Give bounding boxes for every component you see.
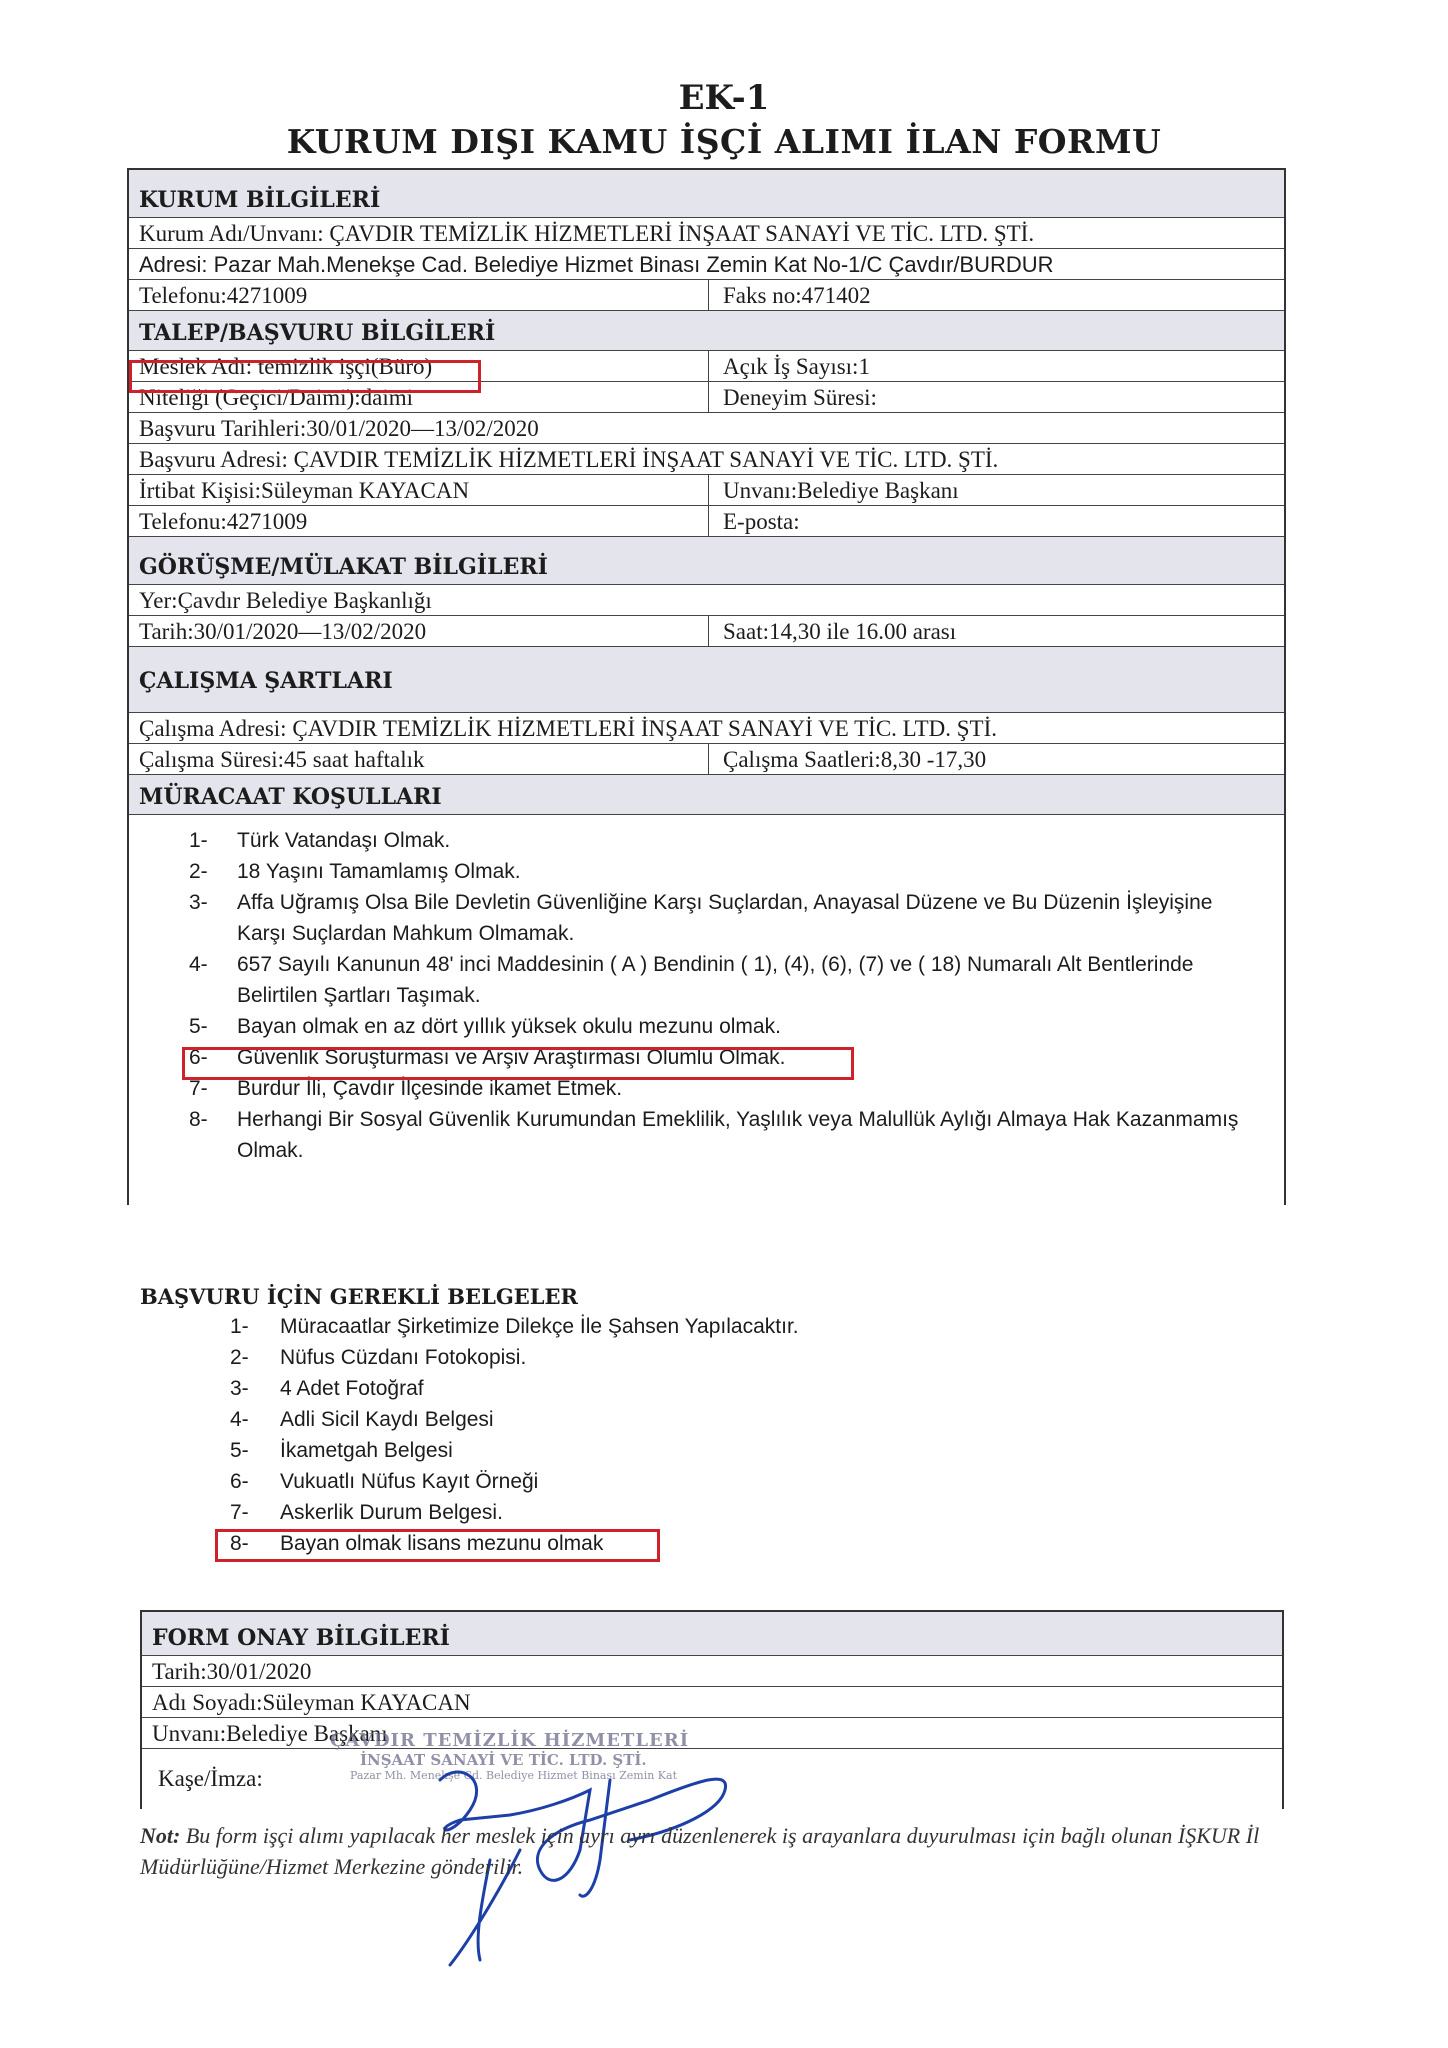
gorusme-header: GÖRÜŞME/MÜLAKAT BİLGİLERİ <box>129 537 1284 585</box>
list-item: 8- Herhangi Bir Sosyal Güvenlik Kurumundan Emeklilik, Yaşlılık veya Malullük Aylığı Almaya Hak Kazanmamış Olmak. <box>189 1108 1239 1162</box>
calisma-suresi: Çalışma Süresi:45 saat haftalık <box>129 744 709 774</box>
muracaat-header: MÜRACAAT KOŞULLARI <box>129 775 1284 815</box>
form-label: EK-1 <box>678 78 770 118</box>
onay-header: FORM ONAY BİLGİLERİ <box>142 1612 1282 1656</box>
calisma-saatleri: Çalışma Saatleri:8,30 -17,30 <box>723 747 987 772</box>
irtibat-unvan: Unvanı:Belediye Başkanı <box>723 478 959 503</box>
meslek-adi: Meslek Adı: temizlik işçi(Büro) <box>129 351 709 381</box>
kurum-phone: Telefonu:4271009 <box>129 280 709 310</box>
list-item: 1- Müracaatlar Şirketimize Dilekçe İle Şahsen Yapılacaktır. <box>230 1315 799 1338</box>
list-item: 4- 657 Sayılı Kanunun 48' inci Maddesinin ( A ) Bendinin ( 1), (4), (6), (7) ve ( 18) Numaralı Alt Bentlerinde Belirtilen Şartları Taşımak. <box>189 953 1194 1007</box>
niteligi: Niteliği (Geçici/Daimi):daimi <box>129 382 709 412</box>
belgeler-header: BAŞVURU İÇİN GEREKLİ BELGELER <box>140 1284 578 1309</box>
list-item: 2- 18 Yaşını Tamamlamış Olmak. <box>189 860 521 883</box>
conditions-list <box>189 825 1249 1166</box>
kurum-fax: Faks no:471402 <box>723 283 871 308</box>
kurum-name: Kurum Adı/Unvanı: ÇAVDIR TEMİZLİK HİZMETLERİ İNŞAAT SANAYİ VE TİC. LTD. ŞTİ. <box>139 221 1035 246</box>
kurum-address: Adresi: Pazar Mah.Menekşe Cad. Belediye Hizmet Binası Zemin Kat No-1/C Çavdır/BURDUR <box>139 252 1054 277</box>
list-item-highlighted: 8- Bayan olmak lisans mezunu olmak <box>230 1532 604 1555</box>
acik-is-sayisi: Açık İş Sayısı:1 <box>723 354 870 379</box>
list-item: 3- 4 Adet Fotoğraf <box>230 1377 424 1400</box>
highlight-meslek <box>129 360 481 393</box>
onay-tarih: Tarih:30/01/2020 <box>152 1659 312 1684</box>
list-item: 7- Askerlik Durum Belgesi. <box>230 1501 503 1524</box>
irtibat-kisisi: İrtibat Kişisi:Süleyman KAYACAN <box>129 475 709 505</box>
kurum-header: KURUM BİLGİLERİ <box>129 170 1284 218</box>
talep-eposta: E-posta: <box>723 509 800 534</box>
onay-unvan: Unvanı:Belediye Başkanı <box>152 1721 388 1746</box>
list-item: 4- Adli Sicil Kaydı Belgesi <box>230 1408 494 1431</box>
list-item: 3- Affa Uğramış Olsa Bile Devletin Güvenliğine Karşı Suçlardan, Anayasal Düzene ve Bu Düzenin İşleyişine Karşı Suçlardan Mahkum Olmamak. <box>189 891 1213 945</box>
list-item: 5- İkametgah Belgesi <box>230 1439 453 1462</box>
documents-list <box>230 1311 1030 1559</box>
gorusme-yer: Yer:Çavdır Belediye Başkanlığı <box>139 588 432 613</box>
highlight-condition-5 <box>182 1047 854 1080</box>
gorusme-tarih: Tarih:30/01/2020—13/02/2020 <box>129 616 709 646</box>
calisma-header: ÇALIŞMA ŞARTLARI <box>129 647 1284 713</box>
deneyim-suresi: Deneyim Süresi: <box>723 385 877 410</box>
muracaat-conditions <box>129 815 1284 1205</box>
footer-note: Not: Bu form işçi alımı yapılacak her meslek için ayrı ayrı düzenlenerek iş arayanlara duyurulması için bağlı olunan İŞKUR İl Müdürlüğüne/Hizmet Merkezine gönderilir. <box>140 1823 1260 1879</box>
list-item: 6- Vukuatlı Nüfus Kayıt Örneği <box>230 1470 539 1493</box>
basvuru-tarihleri: Başvuru Tarihleri:30/01/2020—13/02/2020 <box>139 416 539 441</box>
list-item: 1- Türk Vatandaşı Olmak. <box>189 829 451 852</box>
onay-ad-soyad: Adı Soyadı:Süleyman KAYACAN <box>152 1690 471 1715</box>
list-item: 6- Güvenlik Soruşturması ve Arşiv Araştırması Olumlu Olmak. <box>189 1046 786 1069</box>
list-item: 7- Burdur İli, Çavdır İlçesinde ikamet Etmek. <box>189 1077 623 1100</box>
list-item-highlighted: 5- Bayan olmak en az dört yıllık yüksek okulu mezunu olmak. <box>189 1015 781 1038</box>
gorusme-saat: Saat:14,30 ile 16.00 arası <box>723 619 957 644</box>
calisma-adresi: Çalışma Adresi: ÇAVDIR TEMİZLİK HİZMETLERİ İNŞAAT SANAYİ VE TİC. LTD. ŞTİ. <box>139 716 998 741</box>
talep-header: TALEP/BAŞVURU BİLGİLERİ <box>129 311 1284 351</box>
talep-telefon: Telefonu:4271009 <box>129 506 709 536</box>
basvuru-adresi: Başvuru Adresi: ÇAVDIR TEMİZLİK HİZMETLERİ İNŞAAT SANAYİ VE TİC. LTD. ŞTİ. <box>139 447 999 472</box>
form-title: KURUM DIŞI KAMU İŞÇİ ALIMI İLAN FORMU <box>286 122 1162 161</box>
onay-kase-imza: Kaşe/İmza: <box>158 1765 263 1791</box>
company-stamp: ÇAVDIR TEMİZLİK HİZMETLERİ İNŞAAT SANAYİ VE TİC. LTD. ŞTİ. Pazar Mh. Menekşe Cd. Belediye Hizmet Binası Zemin Kat <box>330 1730 690 1782</box>
list-item: 2- Nüfus Cüzdanı Fotokopisi. <box>230 1346 527 1369</box>
